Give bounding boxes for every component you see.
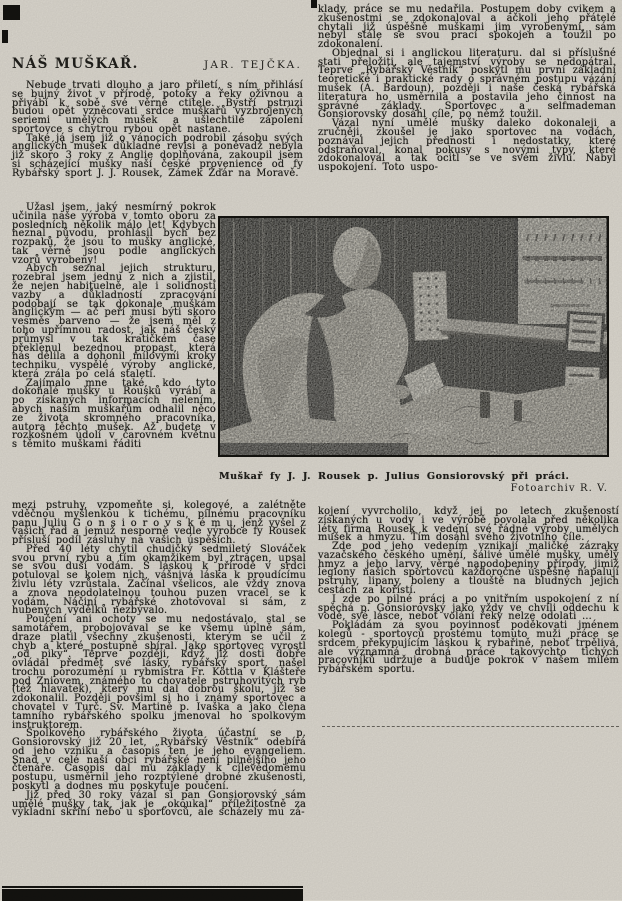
paragraph: kojení vyvrcholilo, když jej po letech zkušeností získaných u vody i ve výrobě povolala před několika léty firma Rousek k vedení své řádné výroby umělých mušek a hmyzu. Tím dosáhl svého životního cíle. [318, 506, 619, 544]
paragraph: mezi pstruhy, vzpomeňte si, kolegové, a zalétněte vděčnou myšlenkou k tichému, pilnému pracovníku panu Juliu G o n s i o r o v s k é m u, jenž vyšel z vašich řad a jemuž nesporně vedle výrobce fy Rousek přísluší podíl zásluhy na vašich úspěších. [12, 500, 306, 547]
paragraph: Vázal nyní umělé mušky daleko dokonaleji a zručněji, zkoušel je jako sportovec na vodách, poznával jejich přednosti i nedostatky, které odstraňoval, konal pokusy s novými typy, které zdokonaloval a tak ocitl se ve svém živlu. Nabyl uspokojení. Toto uspo- [318, 118, 616, 174]
paragraph: klady, práce se mu nedařila. Postupem doby cvikem a zkušenostmi se zdokonaloval a ačkoli jeho přátelé chytali již úspěšně muškami jim vyrobenými, sám nebyl stále se svou prací spokojen a toužil po zdokonalení. [318, 4, 616, 51]
article-author: JAR. TEJČKA. [203, 59, 302, 71]
right-column-top [318, 6, 616, 173]
cutoff-photo-edge [2, 888, 303, 901]
article-end-divider [322, 726, 619, 727]
left-column-beside-photo [12, 204, 216, 450]
print-artifact-dash [311, 0, 317, 8]
print-artifact-block [3, 5, 20, 20]
print-artifact-blob [2, 30, 8, 43]
paragraph: Již před 30 roky vázal si pan Gonsiorovský sám umělé mušky tak, jak je „okoukal“ příležitostně za výkladní skříní nebo u sportovců, ale scházely mu zá- [12, 789, 306, 819]
article-header [12, 56, 302, 72]
right-column-bottom [318, 508, 619, 675]
photo-caption-block [219, 471, 608, 494]
paragraph: Před 40 léty chytil chudičký sedmiletý Slováček svou první rybu a tím okamžikem byl ztracen, upsal se svou duší vodám. S láskou k přírodě v srdci potuloval se kolem nich, vášnivá láska k proudícímu živlu léty vzrůstala. Začínal všelicos, ale vždy znova a znova neodolatelnou touhou puzen vracel se k vodám. Náčiní rybářské zhotovoval si sám, z hubených výdělků nezbývalo. [12, 543, 306, 617]
paragraph: Zde pod jeho vedením vznikají maličké zázraky vazačského českého umění, šálivé umělé mušky, umělý hmyz a jeho larvy, věrné napodobeniny přírody, jimiž legiony našich sportovců každoročně úspěšně napalují pstruhy, lipany, boleny a tlouště na bludných jejich cestách za kořistí. [318, 541, 619, 597]
paragraph: Pokládám za svou povinnost poděkovati jménem kolegů - sportovců prostému tomuto muži práce se srdcem překypujícím láskou k rybařině, neboť trpělivá, ale významná drobná práce takovýchto tichých pracovníků udržuje a buduje pokrok v našem milém rybářském sportu. [318, 620, 619, 676]
paragraph: Užasl jsem, jaký nesmírný pokrok učinila naše výroba v tomto oboru za posledních několik málo let! Kdybych neznal původu, prohlásil bych bez rozpaků, že jsou to mušky anglické, tak věrně jsou podle anglických vzorů vyrobeny! [12, 202, 216, 266]
paragraph: Zajímalo mne také, kdo tyto dokonalé mušky u Rousků vyrábí a po získaných informacích nelením, abych našim muškařům odhalil něco ze života skromného pracovníka, autora těchto mušek. Až budete v rozkošném údolí v čarovném květnu s těmito muškami řáditi [12, 377, 216, 451]
paragraph: I zde po pilné práci a po vnitřním uspokojení z ní spěchá p. Gonsiorovský jako vždy ve chvíli oddechu k vodě, své lásce, neboť volání řeky nelze odolati … [318, 593, 619, 623]
article-title: NÁŠ MUŠKAŘ. [12, 56, 139, 72]
photo-caption: Muškař fy J. J. Rousek p. Julius Gonsiorovský při práci. [219, 471, 570, 482]
paragraph: Nebude trvati dlouho a jaro přiletí, s ním přihlásí se bujný život v přírodě, potoky a řeky oživnou a přivábí k sobě své věrné ctitele. Bystří pstruzi budou opět vzněcovati srdce muškařů vyzbrojených seriemi umělých mušek a ušlechtilé zápolení sportovce s chytrou rybou opět nastane. [12, 80, 303, 135]
paragraph: Objednal si i anglickou literaturu. dal si příslušné stati přeložiti, ale tajemství výroby se nedopátral. Teprve „Rybářský Věstník“ poskytl mu první základní teoretické i praktické rady o správném postupu vázání mušek (A. Bardoun), později i naše česká rybářská literatura ho usměrnila a postavila jeho činnost na správné základy. Sportovec a selfmademan Gonsiorovský dosáhl cíle, po němž toužil. [318, 47, 616, 121]
photo-credit: Fotoarchiv R. V. [510, 483, 608, 494]
left-column-bottom [12, 502, 306, 818]
paragraph: Abych seznal jejich strukturu, rozebral jsem jednu z nich a zjistil, že nejen habituelně, ale i solidností vazby a důkladností zpracování podobají se tak dokonale muškám anglickým — ač peří musí býti skoro vesměs barveno — že jsem měl z toho upřímnou radost, jak náš český průmysl v tak kratičkém čase překlenul bezednou propast, která nás dělila a dohonil mílovými kroky techniku vyspělé výroby anglické, která zrála po celá staletí. [12, 263, 216, 380]
paragraph: Poučení ani ochoty se mu nedostávalo, stal se samotářem, probojovával se ke všemu úplně sám, draze platil všechny zkušenosti, kterým se učil z chyb a které postupně sbíral. Jako sportovec vyrostl „od piky“. Teprve později, když již dosti dobře ovládal předmět své lásky, rybářský sport, našel trochu porozumění u rybmistra Fr. Köttla v Klášteře pod Zniovem, známého to chovatele pstruhovitých ryb (též hlavatek), který mu dal dobrou školu, jíž se zdokonalil. Později povšiml si ho i známý sportovec a chovatel v Turč. Sv. Martině p. Ivaška a jako člena tamního rybářského spolku jmenoval ho spolkovým instruktorem. [12, 614, 306, 731]
article-photo [218, 216, 609, 457]
paragraph: Také já jsem již o vánocích podrobil zásobu svých anglických mušek důkladné revisi a poněvadž nebyla již skoro 3 roky z Anglie doplňována, zakoupil jsem si scházející mušky naší české provenience od fy Rybářský sport J. J. Rousek, Zámek Žďár na Moravě. [12, 132, 303, 179]
left-column-top [12, 82, 303, 179]
paragraph: Spolkového rybářského života účastní se p. Gonsiorovský již 20 let, „Rybářský Věstník“ odebírá od jeho vzniku a časopis ten je jeho evangeliem. Snad v celé naší obci rybářské není pilnějšího jeho čtenáře. Časopis dal mu základy k cílevědomému postupu, usměrnil jeho rozptýlené drobné zkušenosti, poskytl a dodnes mu poskytuje poučení. [12, 728, 306, 792]
